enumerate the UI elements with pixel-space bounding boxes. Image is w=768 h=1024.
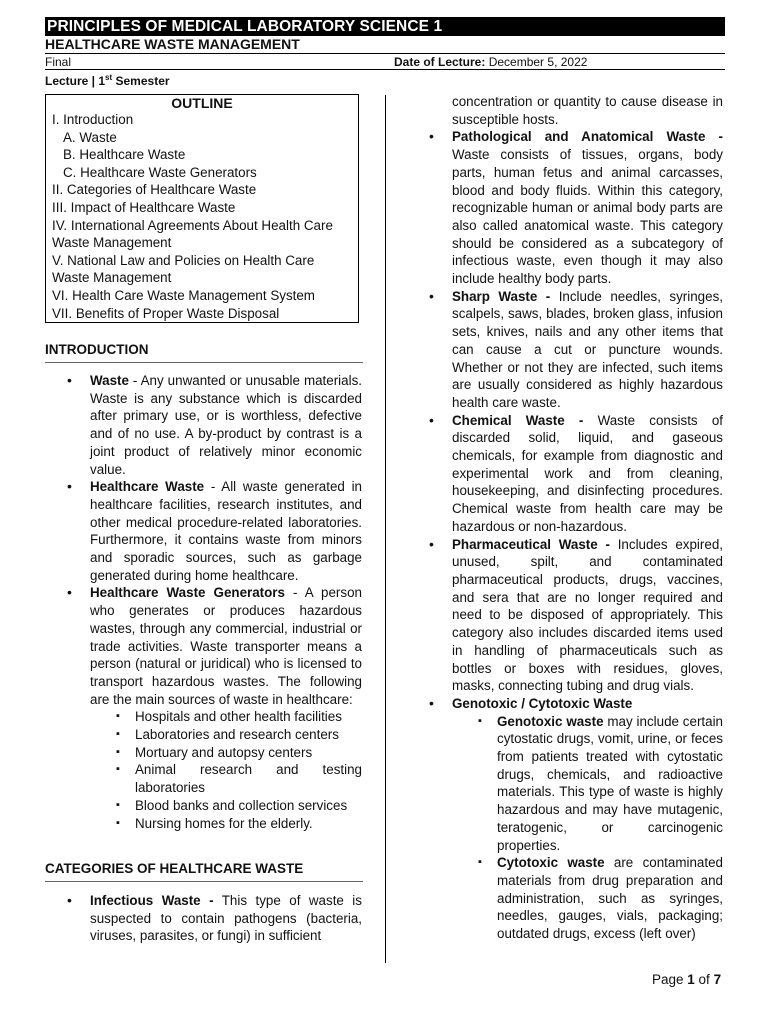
outline-item: C. Healthcare Waste Generators [63,164,257,180]
list-item [90,892,362,945]
item-term: Infectious Waste - [90,893,214,908]
date-value: December 5, 2022 [488,55,588,69]
item-text: are contaminated materials from drug preparation and administration, such as syringes, needles, gauges, vials, packaging; outdated drugs, excess (left over) [497,855,723,942]
page-current: 1 [687,972,695,987]
introduction-heading: INTRODUCTION [45,342,149,357]
item-text: - All waste generated in healthcare facilities, research institutes, and other medical procedure-related laboratories. Furthermore, it contains waste from minors and sporadic sources, such as garbage generated during home healthcare. [90,479,363,583]
topic-title: HEALTHCARE WASTE MANAGEMENT [45,36,300,52]
list-item: ▪ Blood banks and collection services [135,797,362,815]
outline-box [45,94,359,323]
outline-item: II. Categories of Healthcare Waste [52,182,257,198]
list-item: ▪ Hospitals and other health facilities [135,708,362,726]
outline-title: OUTLINE [171,95,233,111]
sources-list [135,708,362,832]
outline-list [46,111,358,322]
outline-item: A. Waste [63,129,117,145]
outline-item: V. National Law and Policies on Health Care [52,252,315,268]
item-term: Chemical Waste - [452,412,584,428]
list-item [497,713,723,855]
item-text: Waste consists of tissues, organs, body parts, human fetus and animal carcasses, blood and body fluids. Within this category, recognizable human or animal body parts are also called anatomical waste. This category should be considered as a subcategory of infectious waste, even though it may also include healthy body parts. [452,147,723,287]
lecture-suffix: Semester [112,74,170,88]
lecture-date [394,55,587,69]
item-text: This type of waste is suspected to contain pathogens (bacteria, viruses, parasites, or fungi) in sufficient [90,893,362,944]
section-rule [45,362,363,363]
divider [45,69,725,70]
outline-item: Waste Management [52,235,172,251]
list-item [90,478,362,584]
outline-item: IV. International Agreements About Health Care [52,217,333,233]
item-term: Cytotoxic waste [497,855,605,871]
lecture-prefix: Lecture | 1 [45,74,106,88]
introduction-list [90,372,362,832]
list-item [90,372,362,478]
item-term: Genotoxic waste [497,713,604,729]
outline-item: III. Impact of Healthcare Waste [52,199,236,215]
item-text: Waste consists of discarded solid, liquid, and gaseous chemicals, for example from diagnostic and experimental work and from cleaning, housekeeping, and disinfecting procedures. Chemical waste from health care may be hazardous or non-hazardous. [452,412,723,534]
outline-item: VII. Benefits of Proper Waste Disposal [52,305,280,321]
page-total: 7 [713,972,722,987]
list-item: ▪ Mortuary and autopsy centers [135,744,362,762]
date-label: Date of Lecture: [394,55,486,69]
list-item: ▪ Animal research and testing laboratories [135,761,362,796]
item-term: Genotoxic / Cytotoxic Waste [452,695,633,711]
page-of: of [694,972,714,987]
item-term: Healthcare Waste [90,479,205,495]
item-term: Pharmaceutical Waste - [452,536,610,552]
lecture-sup: st [105,73,113,82]
item-text: may include certain cytostatic drugs, vomit, urine, or feces from patients treated with cytostatic drugs, chemicals, and radioactive materials. This type of waste is highly hazardous and may have mutagenic, teratogenic, or carcinogenic properties. [497,713,723,853]
item-term: Healthcare Waste Generators [90,585,285,601]
item-text: - A person who generates or produces hazardous wastes, through any commercial, industrial or trade activities. Waste transporter means a person (natural or juridical) who is licensed to transport hazardous wastes. The following are the main sources of waste in healthcare: [90,585,362,707]
lecture-semester [45,71,170,88]
outline-item: I. Introduction [52,112,134,127]
categories-list-left [90,892,362,945]
list-item: ▪ Nursing homes for the elderly. [135,815,362,833]
list-item [452,536,723,695]
column-divider [385,95,386,963]
page-number [652,972,721,988]
list-item [452,288,723,412]
list-item: ▪ Laboratories and research centers [135,726,362,744]
categories-heading: CATEGORIES OF HEALTHCARE WASTE [45,861,304,876]
outline-item: Waste Management [52,270,172,286]
page-prefix: Page [652,972,688,987]
item-text: Includes expired, unused, spilt, and contaminated pharmaceutical products, drugs, vaccines, and sera that are no longer required and need to be disposed of appropriately. This category also includes discarded items used in handling of pharmaceuticals such as bottles or boxes with residues, gloves, masks, connecting tubing and drug vials. [452,536,723,694]
item-term: Pathological and Anatomical Waste - [452,129,723,145]
item-text: - Any unwanted or unusable materials. Waste is any substance which is discarded after primary use, or is worthless, defective and of no use. A by-product by contrast is a joint product of relatively minor economic value. [90,373,362,477]
divider [45,53,725,54]
outline-item: VI. Health Care Waste Management System [52,287,315,303]
item-term: Waste [90,373,129,388]
list-item [90,584,362,832]
course-title: PRINCIPLES OF MEDICAL LABORATORY SCIENCE 1 [45,17,725,36]
list-item [452,128,723,287]
list-item [452,695,723,943]
list-item [452,412,723,536]
outline-item: B. Healthcare Waste [63,147,186,163]
item-text: Include needles, syringes, scalpels, saws, blades, broken glass, infusion sets, knives, nails and any other items that can cause a cut or puncture wounds. Whether or not they are infected, such items are usually considered as highly hazardous health care waste. [452,288,723,410]
section-rule [45,881,363,882]
categories-list-right [452,93,723,943]
list-item [497,854,723,943]
genotoxic-sublist [497,713,723,943]
continuation-text: concentration or quantity to cause disease in susceptible hosts. [452,94,723,127]
item-term: Sharp Waste - [452,288,551,304]
term-label: Final [45,55,72,69]
